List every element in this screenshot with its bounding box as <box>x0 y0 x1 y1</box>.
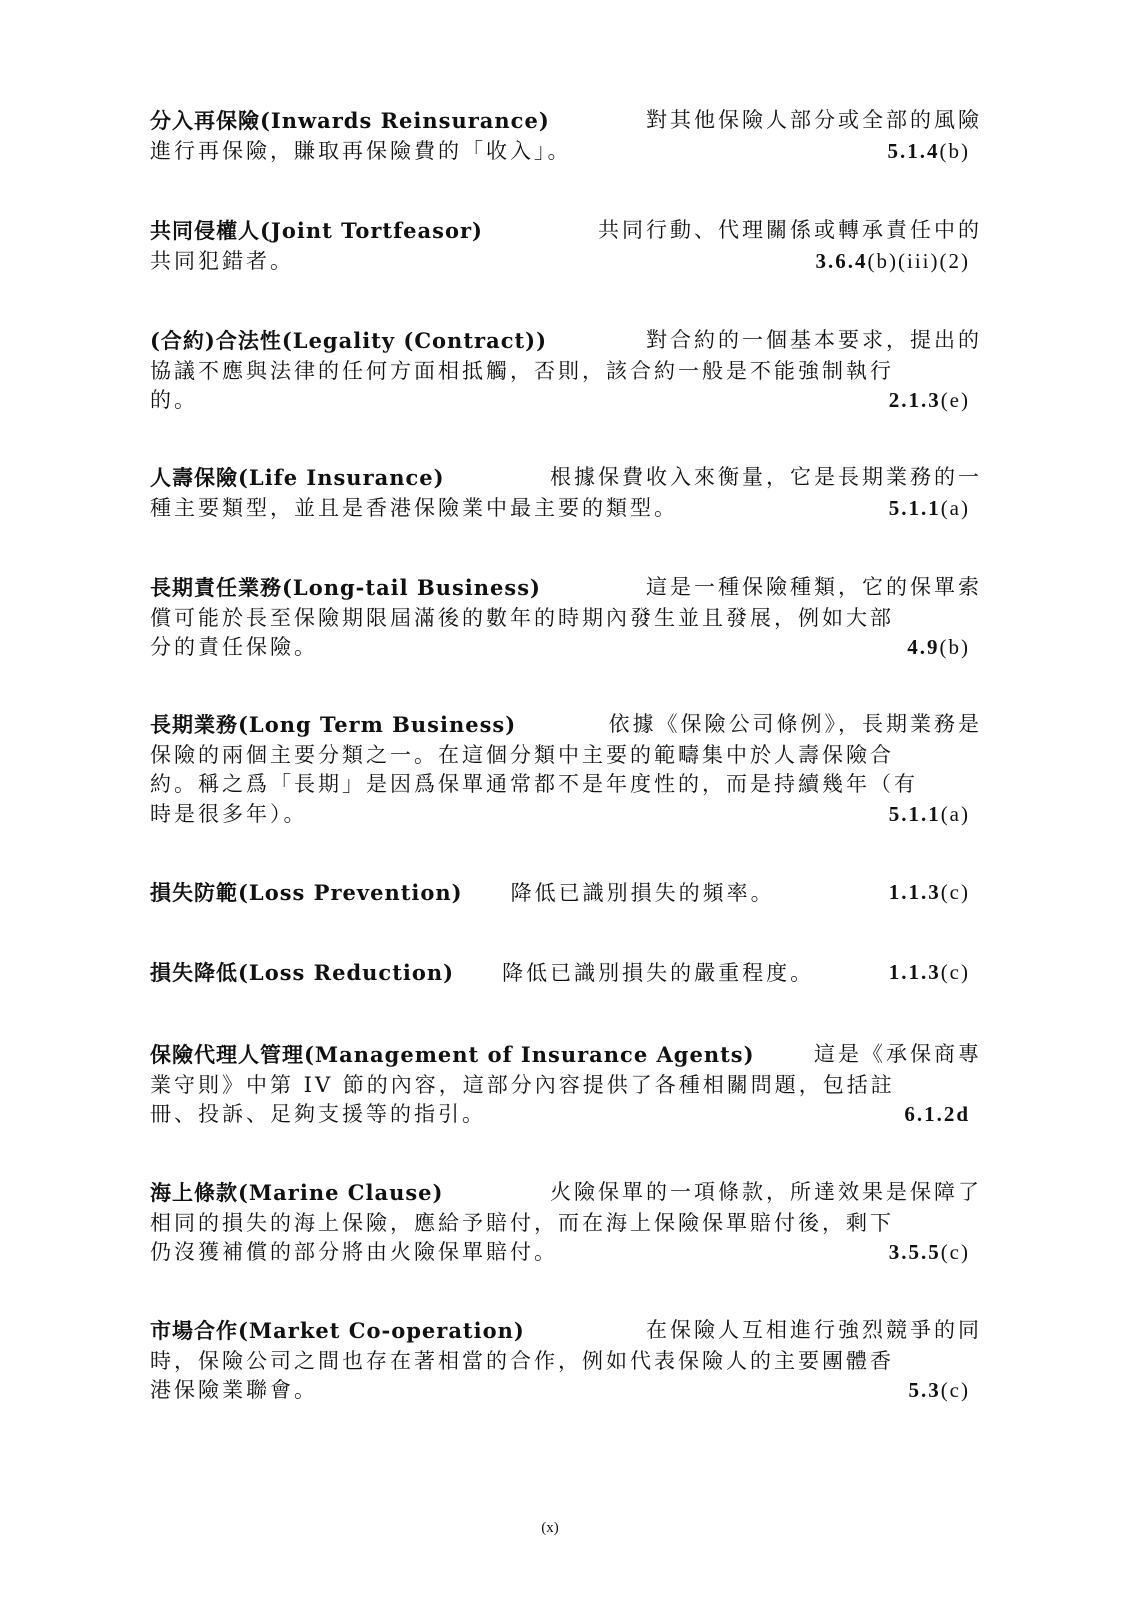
glossary-definition: 共同行動、代理關係或轉承責任中的 <box>598 218 982 242</box>
entry-first-line <box>150 710 982 741</box>
entry-last-line: 仍沒獲補償的部分將由火險保單賠付。 3.5.5(c) <box>150 1238 982 1268</box>
glossary-definition: 降低已識別損失的嚴重程度。 <box>502 961 815 985</box>
entry-first-line <box>150 878 982 909</box>
glossary-term: 長期責任業務(Long-tail Business) <box>150 575 541 600</box>
section-reference: 1.1.3(c) <box>888 880 970 904</box>
section-reference: 5.3(c) <box>908 1378 970 1402</box>
glossary-definition: 在保險人互相進行強烈競爭的同 <box>646 1318 982 1342</box>
glossary-entry <box>150 573 982 663</box>
glossary-entry <box>150 1040 982 1130</box>
glossary-definition: 火險保單的一項條款，所達效果是保障了 <box>550 1180 982 1204</box>
entry-continuation-line: 協議不應與法律的任何方面相抵觸，否則，該合約一般是不能強制執行 <box>150 358 894 383</box>
entry-first-line <box>150 1040 982 1071</box>
entry-first-line <box>150 216 982 247</box>
glossary-term: 保險代理人管理(Management of Insurance Agents) <box>150 1042 755 1067</box>
entry-last-line: 時是很多年）。 5.1.1(a) <box>150 800 982 830</box>
glossary-term: 長期業務(Long Term Business) <box>150 712 517 737</box>
glossary-entry <box>150 463 982 523</box>
entry-first-line <box>150 573 982 604</box>
glossary-definition: 根據保費收入來衡量，它是長期業務的一 <box>550 465 982 489</box>
section-reference: 2.1.3(e) <box>888 388 970 412</box>
section-reference: 5.1.4(b) <box>887 138 970 163</box>
glossary-term: 海上條款(Marine Clause) <box>150 1180 444 1205</box>
entry-continuation-line: 償可能於長至保險期限屆滿後的數年的時期內發生並且發展，例如大部 <box>150 605 894 630</box>
glossary-definition: 這是一種保險種類，它的保單索 <box>646 575 982 599</box>
glossary-term: 共同侵權人(Joint Tortfeasor) <box>150 218 483 243</box>
section-reference: 4.9(b) <box>907 635 970 659</box>
entry-last-line: 的。 2.1.3(e) <box>150 386 982 416</box>
entry-continuation-line: 約。稱之爲「長期」是因爲保單通常都不是年度性的，而是持續幾年（有 <box>150 772 918 796</box>
section-reference: 1.1.3(c) <box>888 960 970 984</box>
glossary-term: 損失防範(Loss Prevention) <box>150 880 463 905</box>
glossary-term: 分入再保險(Inwards Reinsurance) <box>150 108 550 133</box>
entry-last-line: 種主要類型，並且是香港保險業中最主要的類型。 5.1.1(a) <box>150 494 982 524</box>
glossary-definition: 降低已識別損失的頻率。 <box>510 881 775 905</box>
glossary-entry <box>150 216 982 276</box>
entry-last-line: 進行再保險，賺取再保險費的「收入」。 5.1.4(b) <box>150 137 982 167</box>
glossary-term: 人壽保險(Life Insurance) <box>150 465 445 490</box>
entry-first-line <box>150 1316 982 1347</box>
entry-first-line <box>150 1178 982 1209</box>
glossary-entry <box>150 326 982 416</box>
glossary-entry <box>150 106 982 166</box>
entry-last-line: 分的責任保險。 4.9(b) <box>150 633 982 663</box>
entry-first-line <box>150 463 982 494</box>
glossary-definition: 對合約的一個基本要求，提出的 <box>646 328 982 352</box>
glossary-term: 市場合作(Market Co-operation) <box>150 1318 525 1343</box>
entry-continuation-line: 保險的兩個主要分類之一。在這個分類中主要的範疇集中於人壽保險合 <box>150 742 894 767</box>
glossary-entry <box>150 878 982 909</box>
entry-last-line: 共同犯錯者。 3.6.4(b)(iii)(2) <box>150 247 982 277</box>
entry-first-line <box>150 958 982 989</box>
entry-first-line <box>150 326 982 357</box>
glossary-definition: 對其他保險人部分或全部的風險 <box>646 108 982 132</box>
glossary-definition: 這是《承保商專 <box>814 1042 982 1066</box>
section-reference: 5.1.1(a) <box>888 495 970 520</box>
glossary-term: (合約)合法性(Legality (Contract)) <box>150 328 548 353</box>
entry-continuation-line: 業守則》中第 IV 節的內容，這部分內容提供了各種相關問題，包括註 <box>150 1072 895 1097</box>
entry-continuation-line: 相同的損失的海上保險，應給予賠付，而在海上保險保單賠付後，剩下 <box>150 1210 894 1235</box>
entry-last-line: 港保險業聯會。 5.3(c) <box>150 1376 982 1406</box>
glossary-entry <box>150 710 982 829</box>
entry-first-line <box>150 106 982 137</box>
page-number: (x) <box>541 1520 559 1536</box>
glossary-term: 損失降低(Loss Reduction) <box>150 960 455 985</box>
section-reference: 5.1.1(a) <box>888 801 970 826</box>
glossary-entry <box>150 1316 982 1406</box>
glossary-entry <box>150 1178 982 1268</box>
section-reference: 3.5.5(c) <box>888 1240 970 1264</box>
entry-continuation-line: 時，保險公司之間也存在著相當的合作，例如代表保險人的主要團體香 <box>150 1348 894 1373</box>
entry-last-line: 冊、投訴、足夠支援等的指引。 6.1.2d <box>150 1100 982 1130</box>
glossary-definition: 依據《保險公司條例》，長期業務是 <box>608 712 982 736</box>
section-reference: 3.6.4(b)(iii)(2) <box>815 248 970 273</box>
section-reference: 6.1.2d <box>904 1102 970 1126</box>
glossary-entry <box>150 958 982 989</box>
